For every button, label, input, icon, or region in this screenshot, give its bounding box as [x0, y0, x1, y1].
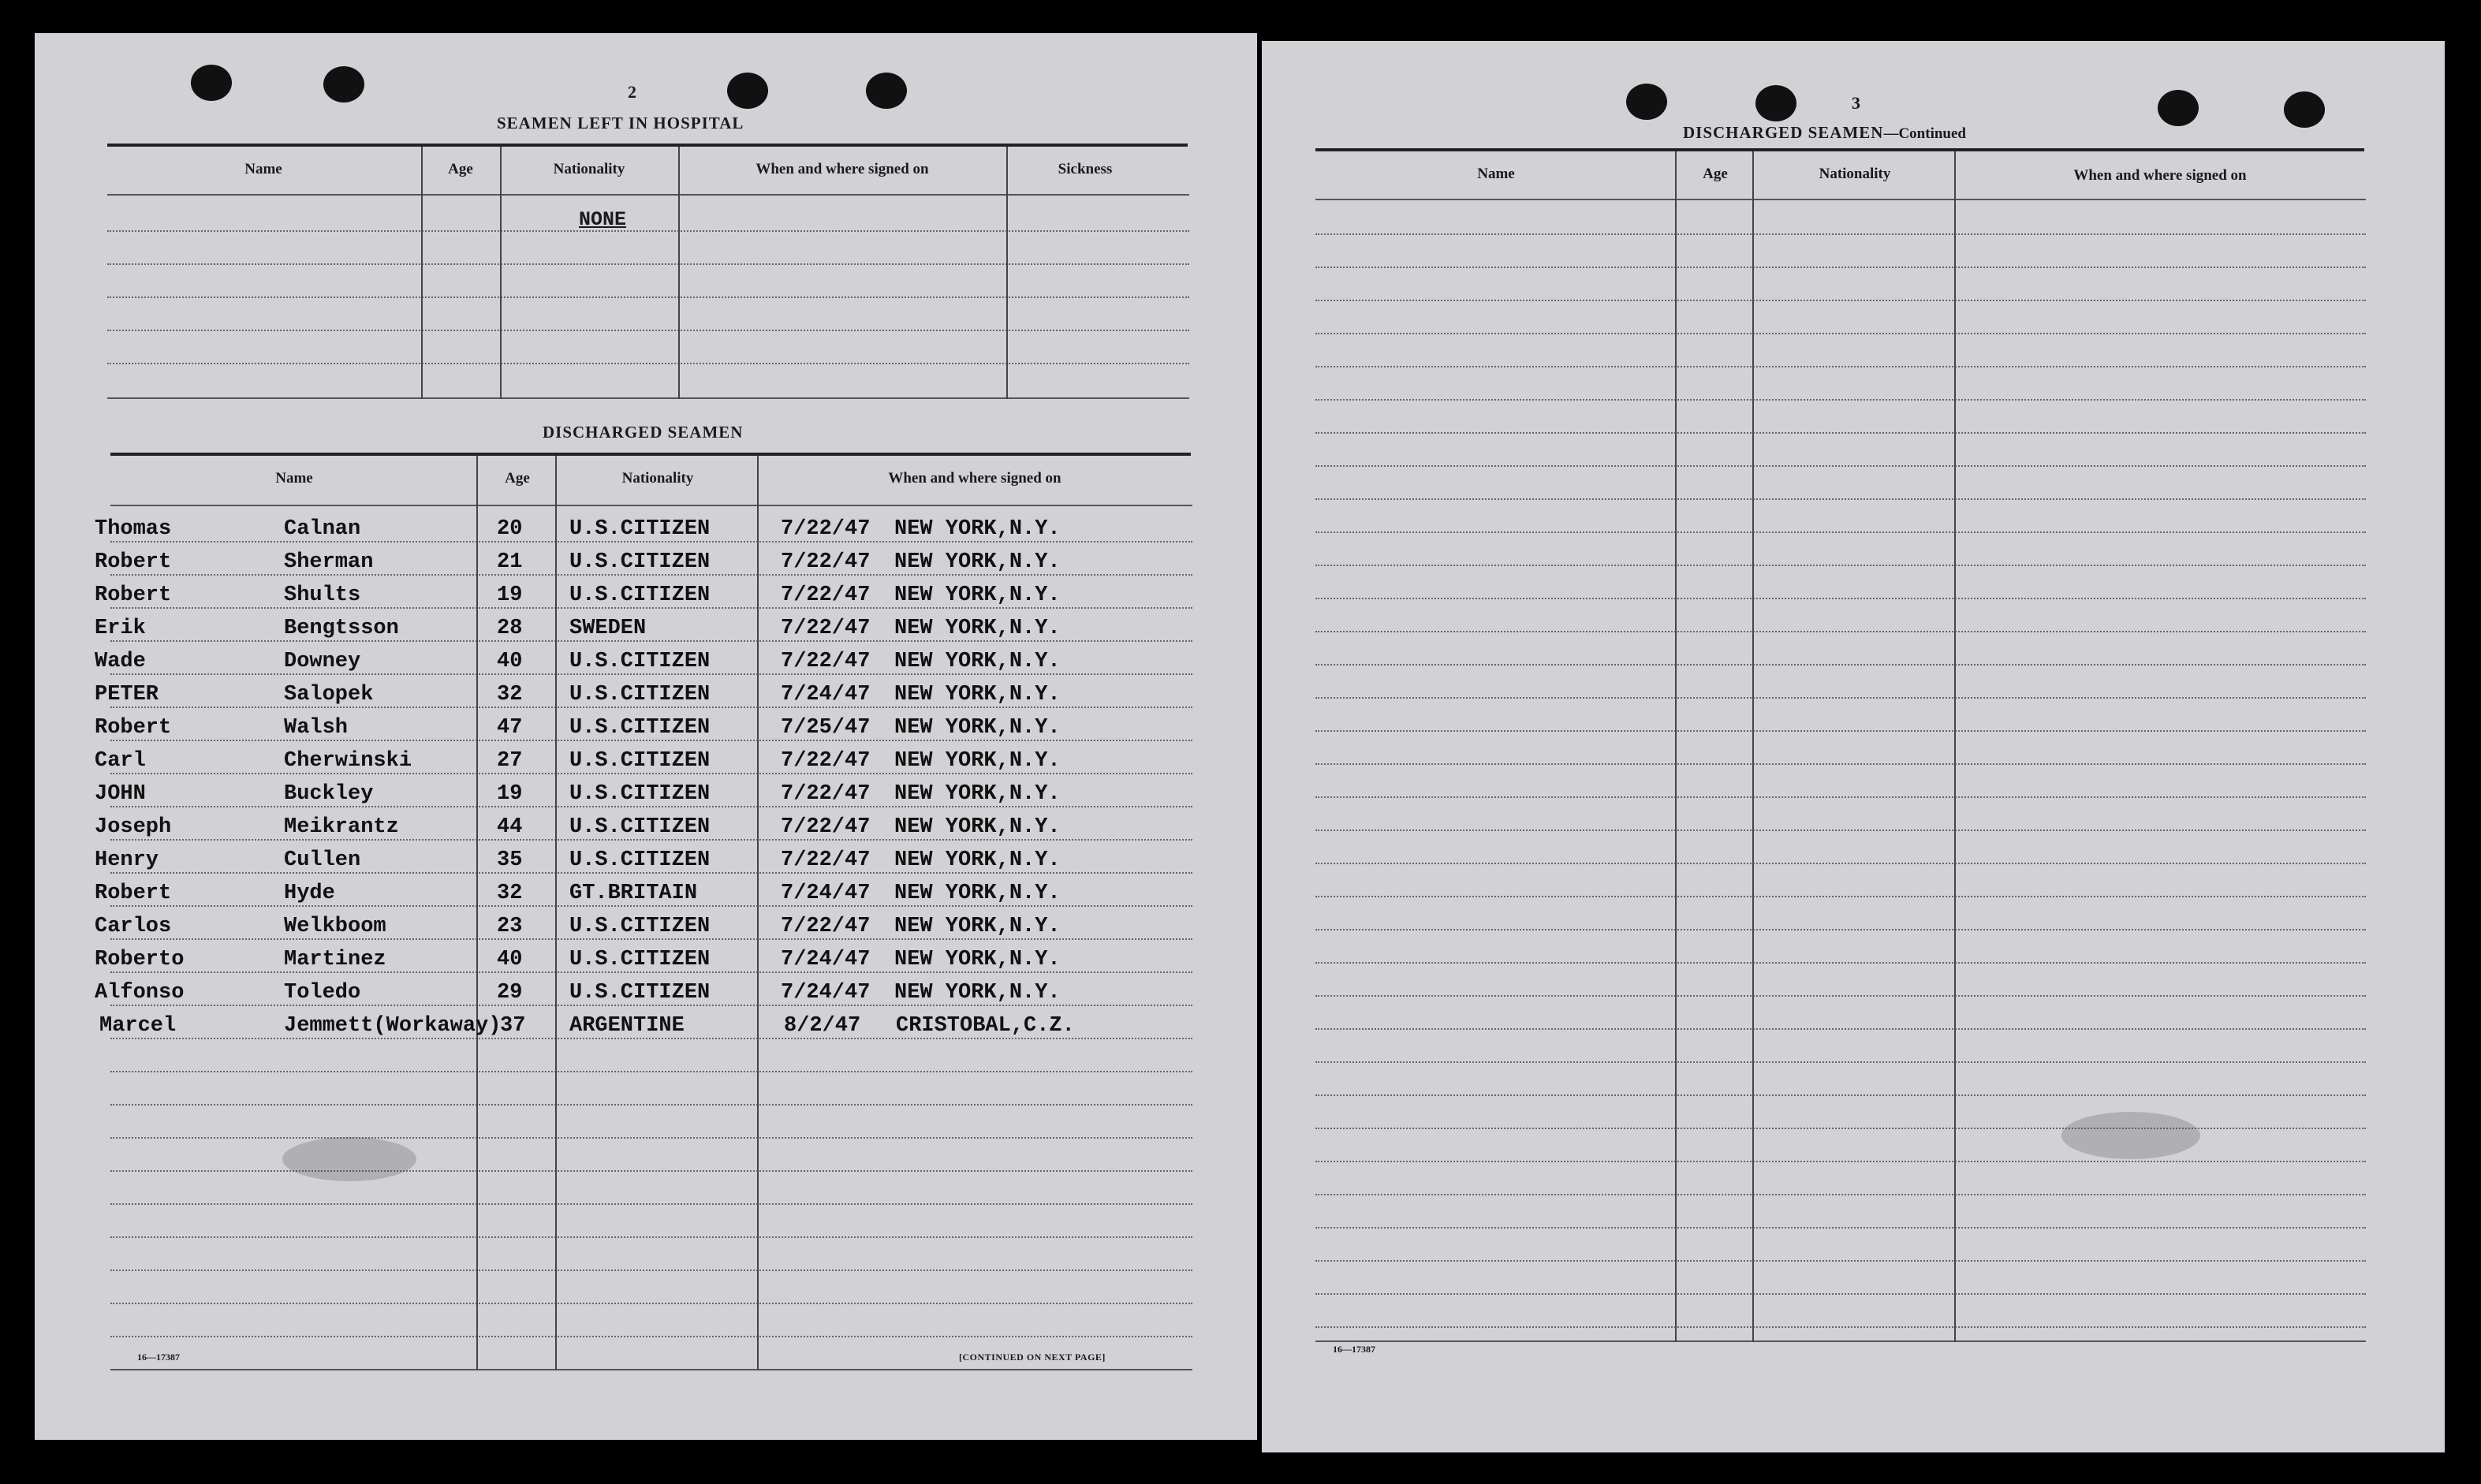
nationality: ARGENTINE — [569, 1014, 685, 1038]
punch-hole — [1755, 85, 1796, 121]
col-head-age: Age — [448, 161, 473, 177]
age: 20 — [497, 517, 523, 541]
hospital-section-title: SEAMEN LEFT IN HOSPITAL — [497, 114, 744, 132]
section-title-text: DISCHARGED SEAMEN — [1683, 123, 1884, 142]
col-head-signed-on: When and where signed on — [755, 161, 929, 177]
signed-place: NEW YORK,N.Y. — [894, 584, 1061, 607]
first-name: Robert — [95, 550, 172, 574]
col-head-name: Name — [244, 161, 282, 177]
col-head-name: Name — [275, 470, 313, 487]
signed-place: NEW YORK,N.Y. — [894, 981, 1061, 1005]
age: 29 — [497, 981, 523, 1005]
stamp-smudge — [282, 1137, 416, 1181]
nationality: U.S.CITIZEN — [569, 683, 711, 707]
nationality: U.S.CITIZEN — [569, 815, 711, 839]
nationality: U.S.CITIZEN — [569, 782, 711, 806]
signed-date: 8/2/47 — [784, 1014, 861, 1038]
age: 21 — [497, 550, 523, 574]
last-name: Buckley — [284, 782, 374, 806]
first-name: Roberto — [95, 948, 185, 971]
age: 44 — [497, 815, 523, 839]
last-name: Shults — [284, 584, 361, 607]
age: 37 — [500, 1014, 526, 1038]
first-name: Carl — [95, 749, 146, 773]
signed-place: NEW YORK,N.Y. — [894, 815, 1061, 839]
nationality: U.S.CITIZEN — [569, 915, 711, 938]
punch-hole — [323, 66, 364, 103]
signed-date: 7/22/47 — [781, 848, 871, 872]
signed-date: 7/22/47 — [781, 517, 871, 541]
col-head-name: Name — [1477, 166, 1515, 182]
first-name: Thomas — [95, 517, 172, 541]
last-name: Downey — [284, 650, 361, 673]
last-name: Martinez — [284, 948, 386, 971]
punch-hole — [191, 65, 232, 101]
signed-date: 7/22/47 — [781, 915, 871, 938]
signed-place: NEW YORK,N.Y. — [894, 848, 1061, 872]
form-number: 16—17387 — [137, 1352, 180, 1363]
signed-date: 7/24/47 — [781, 948, 871, 971]
page-number: 2 — [628, 82, 636, 102]
signed-date: 7/22/47 — [781, 584, 871, 607]
signed-date: 7/22/47 — [781, 782, 871, 806]
hospital-none-entry: NONE — [579, 208, 627, 231]
signed-place: CRISTOBAL,C.Z. — [896, 1014, 1075, 1038]
right-page — [1262, 41, 2445, 1452]
signed-place: NEW YORK,N.Y. — [894, 683, 1061, 707]
first-name: Joseph — [95, 815, 172, 839]
discharged-continued-title — [1683, 123, 1966, 143]
left-page — [35, 33, 1257, 1440]
signed-date: 7/22/47 — [781, 650, 871, 673]
stamp-smudge — [2061, 1112, 2200, 1159]
nationality: GT.BRITAIN — [569, 882, 698, 905]
nationality: U.S.CITIZEN — [569, 948, 711, 971]
signed-place: NEW YORK,N.Y. — [894, 915, 1061, 938]
age: 47 — [497, 716, 523, 740]
punch-hole — [727, 73, 768, 109]
signed-place: NEW YORK,N.Y. — [894, 749, 1061, 773]
age: 27 — [497, 749, 523, 773]
col-head-nationality: Nationality — [553, 161, 625, 177]
signed-place: NEW YORK,N.Y. — [894, 716, 1061, 740]
last-name: Welkboom — [284, 915, 386, 938]
last-name: Bengtsson — [284, 617, 399, 640]
age: 32 — [497, 882, 523, 905]
last-name: Cherwinski — [284, 749, 412, 773]
first-name: Robert — [95, 716, 172, 740]
age: 40 — [497, 650, 523, 673]
nationality: U.S.CITIZEN — [569, 716, 711, 740]
last-name: Cullen — [284, 848, 361, 872]
nationality: U.S.CITIZEN — [569, 550, 711, 574]
signed-date: 7/22/47 — [781, 749, 871, 773]
nationality: U.S.CITIZEN — [569, 749, 711, 773]
page-number: 3 — [1852, 93, 1860, 113]
first-name: Carlos — [95, 915, 172, 938]
last-name: Jemmett(Workaway) — [284, 1014, 502, 1038]
age: 32 — [497, 683, 523, 707]
last-name: Toledo — [284, 981, 361, 1005]
signed-date: 7/22/47 — [781, 815, 871, 839]
col-head-sickness: Sickness — [1058, 161, 1113, 177]
discharged-section-title: DISCHARGED SEAMEN — [543, 423, 744, 442]
signed-date: 7/24/47 — [781, 981, 871, 1005]
signed-place: NEW YORK,N.Y. — [894, 882, 1061, 905]
signed-place: NEW YORK,N.Y. — [894, 550, 1061, 574]
first-name: Robert — [95, 882, 172, 905]
first-name: Robert — [95, 584, 172, 607]
first-name: Marcel — [99, 1014, 177, 1038]
col-head-age: Age — [1703, 166, 1728, 182]
first-name: JOHN — [95, 782, 146, 806]
age: 19 — [497, 782, 523, 806]
signed-date: 7/22/47 — [781, 550, 871, 574]
punch-hole — [2284, 91, 2325, 128]
last-name: Hyde — [284, 882, 335, 905]
col-head-signed-on: When and where signed on — [2073, 167, 2247, 184]
signed-place: NEW YORK,N.Y. — [894, 617, 1061, 640]
col-head-age: Age — [505, 470, 530, 487]
signed-date: 7/22/47 — [781, 617, 871, 640]
age: 40 — [497, 948, 523, 971]
nationality: U.S.CITIZEN — [569, 981, 711, 1005]
signed-place: NEW YORK,N.Y. — [894, 517, 1061, 541]
nationality: U.S.CITIZEN — [569, 650, 711, 673]
last-name: Meikrantz — [284, 815, 399, 839]
first-name: Henry — [95, 848, 159, 872]
age: 19 — [497, 584, 523, 607]
first-name: Erik — [95, 617, 146, 640]
age: 28 — [497, 617, 523, 640]
first-name: Wade — [95, 650, 146, 673]
first-name: Alfonso — [95, 981, 185, 1005]
nationality: U.S.CITIZEN — [569, 584, 711, 607]
last-name: Sherman — [284, 550, 374, 574]
nationality: U.S.CITIZEN — [569, 848, 711, 872]
signed-date: 7/24/47 — [781, 882, 871, 905]
signed-place: NEW YORK,N.Y. — [894, 948, 1061, 971]
col-head-nationality: Nationality — [621, 470, 694, 487]
punch-hole — [1626, 84, 1667, 120]
punch-hole — [2158, 90, 2199, 126]
age: 35 — [497, 848, 523, 872]
last-name: Calnan — [284, 517, 361, 541]
last-name: Walsh — [284, 716, 349, 740]
signed-place: NEW YORK,N.Y. — [894, 782, 1061, 806]
nationality: SWEDEN — [569, 617, 647, 640]
punch-hole — [866, 73, 907, 109]
col-head-signed-on: When and where signed on — [888, 470, 1061, 487]
signed-date: 7/25/47 — [781, 716, 871, 740]
signed-date: 7/24/47 — [781, 683, 871, 707]
first-name: PETER — [95, 683, 159, 707]
nationality: U.S.CITIZEN — [569, 517, 711, 541]
last-name: Salopek — [284, 683, 374, 707]
col-head-nationality: Nationality — [1819, 166, 1891, 182]
continued-note: [CONTINUED ON NEXT PAGE] — [959, 1352, 1106, 1363]
form-number: 16—17387 — [1333, 1344, 1375, 1355]
age: 23 — [497, 915, 523, 938]
section-title-suffix: —Continued — [1883, 125, 1966, 142]
signed-place: NEW YORK,N.Y. — [894, 650, 1061, 673]
